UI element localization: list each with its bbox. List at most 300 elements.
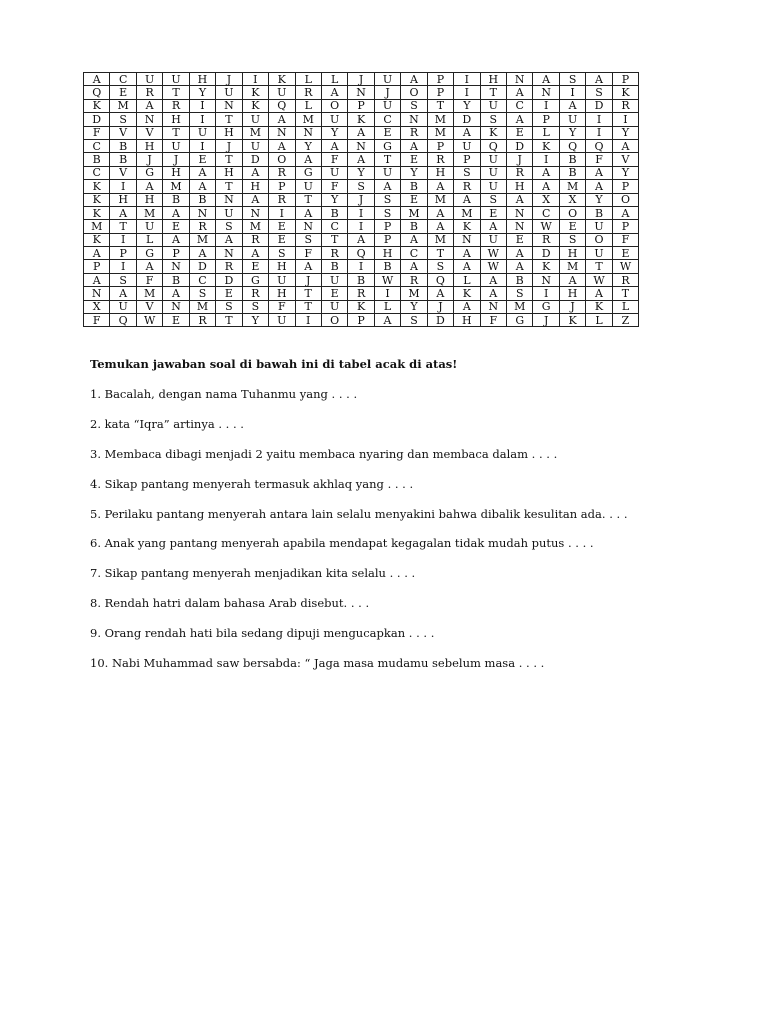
grid-cell: K <box>242 99 268 112</box>
grid-cell: U <box>321 300 347 313</box>
grid-cell: N <box>269 126 295 139</box>
grid-cell: J <box>163 153 189 166</box>
grid-cell: P <box>269 180 295 193</box>
grid-cell: I <box>348 260 374 273</box>
grid-cell: A <box>321 139 347 152</box>
grid-cell: A <box>295 153 321 166</box>
grid-cell: G <box>295 166 321 179</box>
grid-cell: P <box>612 73 638 86</box>
grid-cell: M <box>189 233 215 246</box>
grid-cell: I <box>586 126 612 139</box>
grid-cell: E <box>480 206 506 219</box>
grid-cell: Q <box>110 314 136 327</box>
grid-cell: Y <box>295 139 321 152</box>
grid-cell: Y <box>189 86 215 99</box>
grid-cell: X <box>533 193 559 206</box>
grid-cell: E <box>559 220 585 233</box>
grid-cell: I <box>454 73 480 86</box>
grid-cell: L <box>295 73 321 86</box>
grid-cell: B <box>374 260 400 273</box>
grid-cell: I <box>533 287 559 300</box>
grid-cell: A <box>401 73 427 86</box>
grid-cell: A <box>163 233 189 246</box>
grid-cell: K <box>586 300 612 313</box>
grid-cell: J <box>559 300 585 313</box>
grid-cell: H <box>269 287 295 300</box>
grid-cell: A <box>586 287 612 300</box>
grid-cell: J <box>533 314 559 327</box>
grid-cell: K <box>84 193 110 206</box>
grid-cell: M <box>427 126 453 139</box>
grid-cell: B <box>507 273 533 286</box>
grid-cell: G <box>242 273 268 286</box>
grid-cell: T <box>295 193 321 206</box>
grid-cell: A <box>189 247 215 260</box>
grid-cell: W <box>533 220 559 233</box>
grid-cell: A <box>136 99 162 112</box>
grid-cell: R <box>242 233 268 246</box>
grid-cell: M <box>401 206 427 219</box>
grid-cell: Q <box>427 273 453 286</box>
grid-cell: J <box>136 153 162 166</box>
grid-cell: I <box>189 139 215 152</box>
grid-row <box>84 247 639 260</box>
grid-cell: Y <box>242 314 268 327</box>
grid-cell: R <box>401 273 427 286</box>
word-search-grid <box>83 72 639 327</box>
grid-cell: P <box>374 233 400 246</box>
grid-cell: C <box>374 113 400 126</box>
grid-cell: M <box>427 233 453 246</box>
grid-cell: O <box>321 314 347 327</box>
grid-cell: H <box>374 247 400 260</box>
grid-cell: K <box>559 314 585 327</box>
grid-cell: K <box>454 220 480 233</box>
grid-cell: U <box>454 139 480 152</box>
grid-cell: M <box>136 287 162 300</box>
grid-cell: C <box>533 206 559 219</box>
grid-cell: O <box>559 206 585 219</box>
grid-cell: A <box>110 206 136 219</box>
grid-cell: K <box>242 86 268 99</box>
grid-cell: T <box>216 180 242 193</box>
grid-cell: S <box>348 180 374 193</box>
grid-cell: A <box>401 260 427 273</box>
grid-cell: I <box>295 314 321 327</box>
grid-cell: Y <box>559 126 585 139</box>
grid-cell: L <box>533 126 559 139</box>
grid-cell: U <box>110 300 136 313</box>
grid-cell: M <box>507 300 533 313</box>
grid-cell: D <box>427 314 453 327</box>
grid-cell: Y <box>401 300 427 313</box>
grid-cell: C <box>110 73 136 86</box>
grid-cell: M <box>401 287 427 300</box>
grid-cell: N <box>216 193 242 206</box>
grid-cell: P <box>533 113 559 126</box>
grid-cell: A <box>295 206 321 219</box>
grid-cell: A <box>454 300 480 313</box>
grid-cell: R <box>401 126 427 139</box>
grid-cell: I <box>586 113 612 126</box>
grid-cell: U <box>269 273 295 286</box>
grid-cell: A <box>586 73 612 86</box>
grid-cell: P <box>84 260 110 273</box>
grid-cell: O <box>321 99 347 112</box>
grid-cell: S <box>586 86 612 99</box>
grid-cell: J <box>348 73 374 86</box>
grid-cell: H <box>480 73 506 86</box>
grid-cell: B <box>110 153 136 166</box>
grid-cell: A <box>559 99 585 112</box>
grid-cell: G <box>507 314 533 327</box>
grid-cell: R <box>242 287 268 300</box>
grid-cell: R <box>427 153 453 166</box>
grid-cell: N <box>480 300 506 313</box>
grid-cell: R <box>454 180 480 193</box>
grid-cell: L <box>612 300 638 313</box>
grid-cell: T <box>586 260 612 273</box>
grid-cell: N <box>507 206 533 219</box>
grid-cell: Q <box>559 139 585 152</box>
grid-row <box>84 287 639 300</box>
grid-cell: G <box>136 166 162 179</box>
grid-cell: E <box>269 220 295 233</box>
grid-cell: J <box>427 300 453 313</box>
grid-cell: K <box>84 99 110 112</box>
grid-cell: M <box>136 206 162 219</box>
grid-cell: Y <box>454 99 480 112</box>
grid-cell: U <box>559 113 585 126</box>
grid-cell: N <box>295 220 321 233</box>
grid-cell: D <box>586 99 612 112</box>
grid-cell: W <box>480 260 506 273</box>
grid-cell: R <box>269 193 295 206</box>
grid-cell: A <box>136 180 162 193</box>
grid-cell: K <box>269 73 295 86</box>
grid-cell: S <box>401 314 427 327</box>
grid-cell: P <box>348 314 374 327</box>
grid-cell: D <box>242 153 268 166</box>
grid-cell: F <box>612 233 638 246</box>
grid-cell: X <box>559 193 585 206</box>
grid-cell: N <box>242 206 268 219</box>
grid-cell: A <box>216 233 242 246</box>
grid-cell: W <box>586 273 612 286</box>
grid-cell: A <box>480 287 506 300</box>
grid-cell: U <box>374 166 400 179</box>
grid-row <box>84 260 639 273</box>
grid-cell: K <box>348 300 374 313</box>
grid-cell: O <box>586 233 612 246</box>
grid-cell: H <box>242 180 268 193</box>
grid-cell: E <box>507 126 533 139</box>
grid-cell: A <box>321 86 347 99</box>
grid-cell: A <box>189 180 215 193</box>
grid-cell: L <box>586 314 612 327</box>
grid-cell: V <box>110 166 136 179</box>
grid-cell: R <box>163 99 189 112</box>
grid-cell: F <box>269 300 295 313</box>
grid-cell: I <box>269 206 295 219</box>
grid-cell: U <box>269 86 295 99</box>
grid-cell: J <box>216 139 242 152</box>
grid-cell: U <box>321 166 347 179</box>
grid-cell: S <box>216 300 242 313</box>
grid-cell: H <box>454 314 480 327</box>
grid-row <box>84 300 639 313</box>
grid-cell: E <box>401 153 427 166</box>
grid-cell: Y <box>612 126 638 139</box>
grid-cell: L <box>321 73 347 86</box>
grid-cell: N <box>295 126 321 139</box>
grid-cell: B <box>586 206 612 219</box>
grid-cell: V <box>136 300 162 313</box>
grid-row <box>84 314 639 327</box>
grid-cell: H <box>136 139 162 152</box>
grid-row <box>84 273 639 286</box>
grid-cell: E <box>189 153 215 166</box>
grid-cell: A <box>507 247 533 260</box>
grid-cell: R <box>269 166 295 179</box>
grid-cell: J <box>348 193 374 206</box>
grid-cell: A <box>84 73 110 86</box>
grid-cell: N <box>348 139 374 152</box>
grid-cell: P <box>454 153 480 166</box>
question-item: 10. Nabi Muhammad saw bersabda: “ Jaga masa mudamu sebelum masa . . . . <box>90 656 545 671</box>
grid-cell: A <box>374 314 400 327</box>
grid-cell: F <box>136 273 162 286</box>
grid-cell: A <box>348 126 374 139</box>
grid-cell: I <box>110 180 136 193</box>
grid-row <box>84 206 639 219</box>
grid-cell: U <box>269 314 295 327</box>
grid-cell: E <box>242 260 268 273</box>
grid-cell: K <box>533 139 559 152</box>
grid-cell: S <box>110 273 136 286</box>
grid-cell: B <box>110 139 136 152</box>
grid-cell: A <box>163 287 189 300</box>
grid-cell: A <box>242 166 268 179</box>
grid-cell: U <box>480 153 506 166</box>
grid-cell: U <box>295 180 321 193</box>
grid-cell: T <box>216 153 242 166</box>
grid-cell: P <box>374 220 400 233</box>
grid-cell: T <box>163 126 189 139</box>
grid-cell: A <box>454 260 480 273</box>
grid-row <box>84 153 639 166</box>
grid-cell: C <box>507 99 533 112</box>
grid-cell: P <box>427 73 453 86</box>
grid-cell: R <box>321 247 347 260</box>
grid-cell: N <box>507 220 533 233</box>
grid-cell: N <box>533 86 559 99</box>
grid-cell: A <box>401 233 427 246</box>
grid-cell: U <box>480 180 506 193</box>
question-item: 5. Perilaku pantang menyerah antara lain selalu menyakini bahwa dibalik kesulitan ada. . . . <box>90 506 628 521</box>
grid-cell: O <box>269 153 295 166</box>
grid-cell: B <box>321 260 347 273</box>
grid-cell: A <box>163 206 189 219</box>
grid-cell: N <box>454 233 480 246</box>
grid-cell: P <box>612 180 638 193</box>
grid-cell: J <box>295 273 321 286</box>
grid-cell: I <box>559 86 585 99</box>
grid-cell: L <box>295 99 321 112</box>
grid-cell: I <box>374 287 400 300</box>
grid-cell: F <box>321 180 347 193</box>
grid-cell: N <box>348 86 374 99</box>
grid-cell: E <box>110 86 136 99</box>
grid-cell: S <box>480 113 506 126</box>
grid-cell: M <box>242 220 268 233</box>
grid-cell: A <box>559 273 585 286</box>
grid-cell: T <box>216 113 242 126</box>
grid-cell: V <box>136 126 162 139</box>
grid-cell: O <box>612 193 638 206</box>
grid-cell: F <box>586 153 612 166</box>
grid-row <box>84 180 639 193</box>
grid-cell: Z <box>612 314 638 327</box>
grid-cell: U <box>242 139 268 152</box>
grid-cell: M <box>427 193 453 206</box>
grid-cell: N <box>163 300 189 313</box>
question-item: 8. Rendah hatri dalam bahasa Arab disebut. . . . <box>90 596 370 611</box>
grid-cell: I <box>348 206 374 219</box>
grid-cell: T <box>612 287 638 300</box>
grid-cell: D <box>84 113 110 126</box>
grid-cell: O <box>401 86 427 99</box>
grid-cell: U <box>242 113 268 126</box>
grid-cell: M <box>454 206 480 219</box>
grid-cell: Q <box>480 139 506 152</box>
grid-cell: U <box>374 99 400 112</box>
grid-cell: Q <box>586 139 612 152</box>
grid-cell: Y <box>321 193 347 206</box>
grid-cell: N <box>136 113 162 126</box>
grid-cell: A <box>295 260 321 273</box>
instruction-text: Temukan jawaban soal di bawah ini di tabel acak di atas! <box>90 357 458 371</box>
grid-cell: W <box>136 314 162 327</box>
grid-cell: K <box>533 260 559 273</box>
grid-cell: R <box>507 166 533 179</box>
grid-cell: T <box>295 287 321 300</box>
grid-cell: N <box>163 260 189 273</box>
grid-cell: B <box>401 220 427 233</box>
grid-cell: H <box>110 193 136 206</box>
grid-cell: W <box>480 247 506 260</box>
grid-cell: N <box>216 247 242 260</box>
grid-cell: A <box>454 126 480 139</box>
grid-cell: Y <box>586 193 612 206</box>
grid-cell: S <box>295 233 321 246</box>
grid-cell: K <box>84 206 110 219</box>
grid-cell: N <box>189 206 215 219</box>
grid-cell: Q <box>84 86 110 99</box>
grid-cell: B <box>321 206 347 219</box>
grid-cell: S <box>110 113 136 126</box>
grid-cell: A <box>427 180 453 193</box>
grid-cell: M <box>110 99 136 112</box>
grid-cell: B <box>189 193 215 206</box>
grid-cell: S <box>242 300 268 313</box>
grid-cell: K <box>454 287 480 300</box>
grid-cell: H <box>163 113 189 126</box>
grid-cell: H <box>269 260 295 273</box>
grid-cell: U <box>136 220 162 233</box>
grid-cell: T <box>321 233 347 246</box>
grid-cell: M <box>242 126 268 139</box>
grid-cell: A <box>586 180 612 193</box>
grid-cell: M <box>84 220 110 233</box>
grid-cell: A <box>454 193 480 206</box>
grid-cell: A <box>242 247 268 260</box>
grid-cell: S <box>374 206 400 219</box>
question-item: 6. Anak yang pantang menyerah apabila mendapat kegagalan tidak mudah putus . . . . <box>90 536 594 551</box>
grid-cell: R <box>136 86 162 99</box>
grid-cell: V <box>612 153 638 166</box>
grid-cell: U <box>586 220 612 233</box>
grid-cell: E <box>507 233 533 246</box>
grid-cell: H <box>189 73 215 86</box>
grid-cell: S <box>401 99 427 112</box>
grid-cell: B <box>559 153 585 166</box>
grid-cell: E <box>374 126 400 139</box>
grid-cell: L <box>136 233 162 246</box>
grid-cell: T <box>295 300 321 313</box>
grid-cell: B <box>163 193 189 206</box>
grid-cell: U <box>136 73 162 86</box>
grid-cell: A <box>533 73 559 86</box>
grid-cell: E <box>163 220 189 233</box>
grid-cell: S <box>189 287 215 300</box>
grid-cell: J <box>216 73 242 86</box>
grid-cell: I <box>348 220 374 233</box>
grid-row <box>84 139 639 152</box>
grid-cell: D <box>454 113 480 126</box>
grid-cell: T <box>163 86 189 99</box>
grid-cell: C <box>189 273 215 286</box>
grid-cell: A <box>507 113 533 126</box>
grid-cell: H <box>216 126 242 139</box>
grid-cell: E <box>269 233 295 246</box>
grid-cell: U <box>374 73 400 86</box>
grid-cell: F <box>84 126 110 139</box>
grid-cell: W <box>374 273 400 286</box>
grid-cell: S <box>507 287 533 300</box>
question-item: 3. Membaca dibagi menjadi 2 yaitu membaca nyaring dan membaca dalam . . . . <box>90 446 558 461</box>
grid-cell: F <box>321 153 347 166</box>
grid-cell: E <box>401 193 427 206</box>
grid-row <box>84 73 639 86</box>
question-item: 1. Bacalah, dengan nama Tuhanmu yang . . . . <box>90 387 358 401</box>
grid-cell: L <box>374 300 400 313</box>
grid-cell: U <box>216 206 242 219</box>
grid-cell: T <box>427 99 453 112</box>
grid-cell: M <box>427 113 453 126</box>
grid-cell: C <box>84 139 110 152</box>
grid-cell: A <box>110 287 136 300</box>
grid-cell: B <box>559 166 585 179</box>
grid-cell: P <box>163 247 189 260</box>
grid-cell: H <box>427 166 453 179</box>
grid-cell: P <box>612 220 638 233</box>
grid-cell: T <box>110 220 136 233</box>
grid-cell: L <box>454 273 480 286</box>
grid-cell: P <box>427 139 453 152</box>
grid-row <box>84 233 639 246</box>
grid-cell: P <box>110 247 136 260</box>
